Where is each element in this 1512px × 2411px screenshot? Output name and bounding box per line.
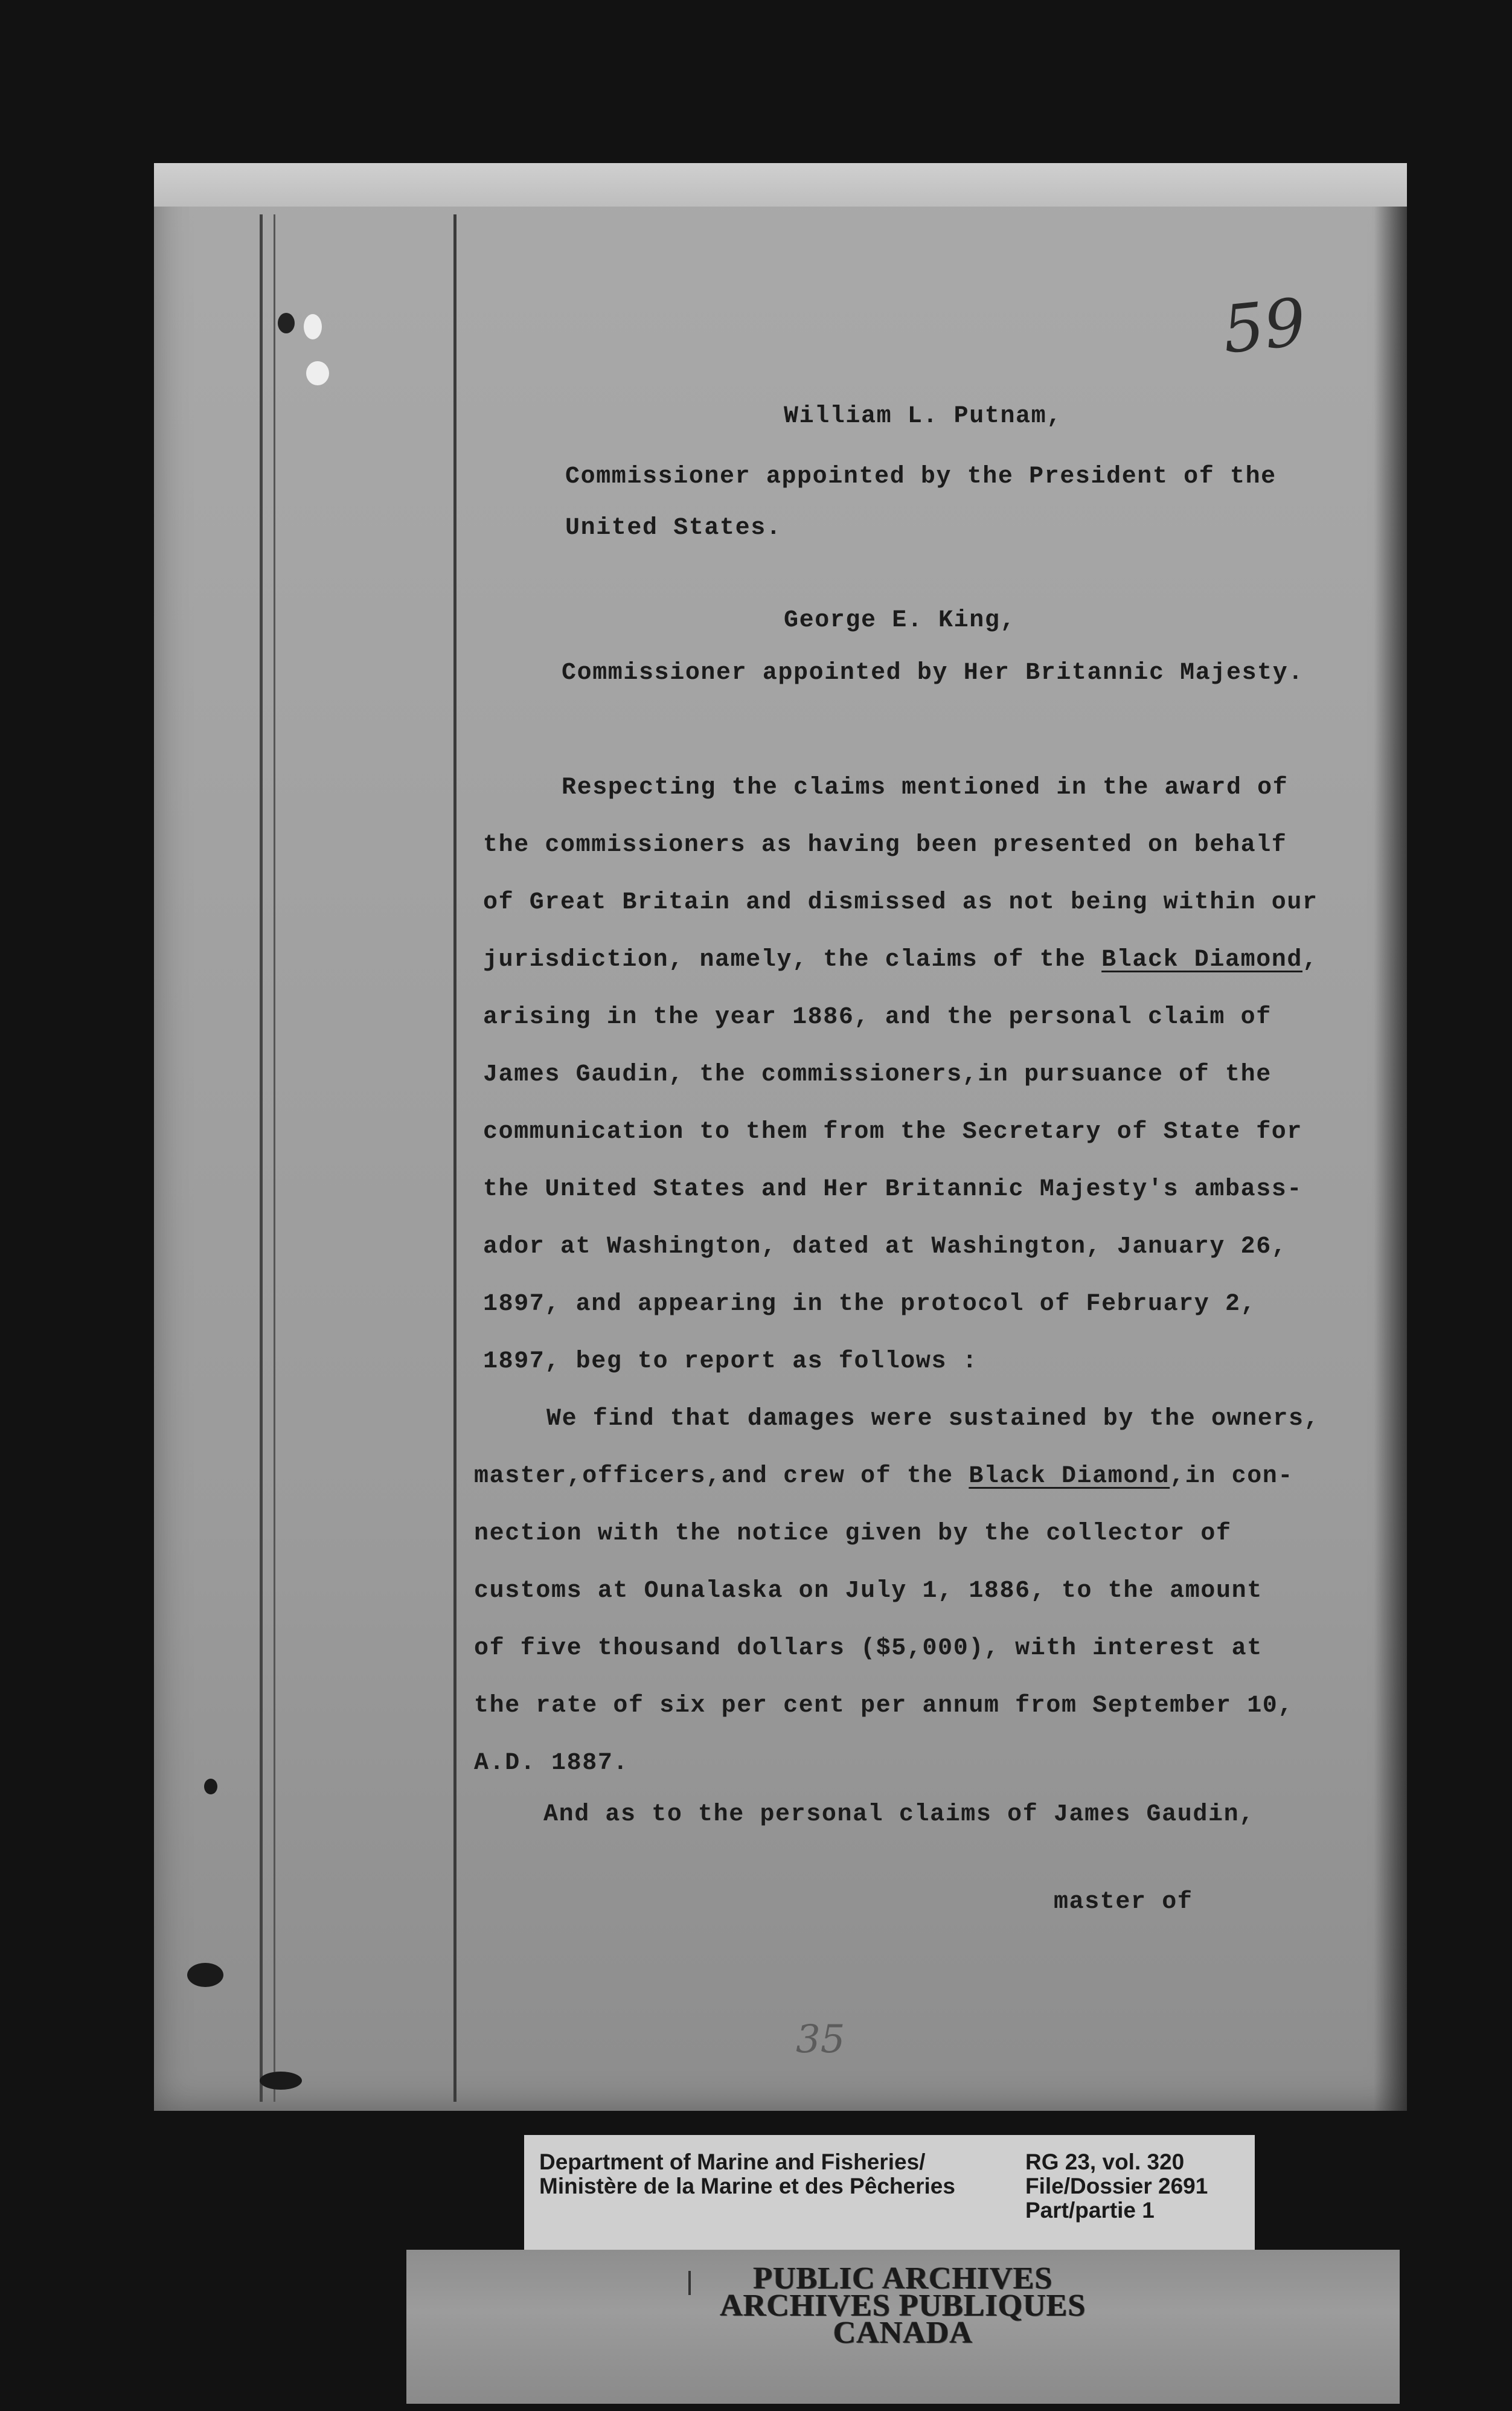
body-line: 1897, and appearing in the protocol of February 2, xyxy=(483,1291,1257,1318)
stamp-line: ARCHIVES PUBLIQUES xyxy=(720,2288,1086,2323)
record-group: RG 23, vol. 320 xyxy=(1025,2149,1185,2174)
body-line: We find that damages were sustained by the owners, xyxy=(546,1405,1320,1433)
body-line: Respecting the claims mentioned in the award of xyxy=(562,774,1289,801)
signatory-2-title: Commissioner appointed by Her Britannic Majesty. xyxy=(562,660,1304,687)
body-line: master,officers,and crew of the Black Diamond,in con- xyxy=(474,1463,1294,1490)
punch-hole xyxy=(306,361,329,385)
pencil-annotation: 35 xyxy=(796,2017,845,2062)
ink-stain xyxy=(260,2072,302,2090)
body-line: communication to them from the Secretary of State for xyxy=(483,1119,1303,1146)
body-line: the commissioners as having been presented on behalf xyxy=(483,832,1287,859)
archive-label xyxy=(524,2135,1255,2262)
archive-stamp xyxy=(406,2250,1400,2404)
folio-number: 59 xyxy=(1219,284,1310,368)
signatory-2-name: George E. King, xyxy=(784,607,1016,634)
department-en: Department of Marine and Fisheries/ xyxy=(539,2149,926,2174)
body-line: of Great Britain and dismissed as not being within our xyxy=(483,889,1318,916)
punch-hole xyxy=(304,314,322,339)
file-number: File/Dossier 2691 xyxy=(1025,2174,1208,2198)
stamp-line: CANADA xyxy=(833,2316,973,2350)
body-line: of five thousand dollars ($5,000), with interest at xyxy=(474,1635,1263,1662)
body-line: the rate of six per cent per annum from September 10, xyxy=(474,1692,1294,1719)
signatory-1-title: Commissioner appointed by the President of the xyxy=(565,463,1277,490)
department-fr: Ministère de la Marine et des Pêcheries xyxy=(539,2174,955,2198)
body-line: 1897, beg to report as follows : xyxy=(483,1348,978,1375)
part-number: Part/partie 1 xyxy=(1025,2198,1155,2223)
body-line: James Gaudin, the commissioners,in pursuance of the xyxy=(483,1061,1272,1088)
archive-label-reference xyxy=(1025,2150,1208,2223)
body-line: jurisdiction, namely, the claims of the Black Diamond, xyxy=(483,946,1318,974)
margin-rule xyxy=(453,214,456,2102)
catchword: master of xyxy=(1054,1889,1193,1916)
ink-stain xyxy=(187,1963,223,1987)
body-line: arising in the year 1886, and the personal claim of xyxy=(483,1004,1272,1031)
vessel-name: Black Diamond xyxy=(1101,946,1303,974)
page-edge-shadow xyxy=(1374,207,1407,2111)
signatory-1-title: United States. xyxy=(565,515,782,542)
ink-stain xyxy=(204,1779,217,1794)
body-line: And as to the personal claims of James Gaudin, xyxy=(543,1801,1255,1828)
punch-hole xyxy=(278,313,295,333)
body-line: A.D. 1887. xyxy=(474,1750,629,1777)
archive-label-department xyxy=(539,2150,955,2198)
body-line: customs at Ounalaska on July 1, 1886, to the amount xyxy=(474,1578,1263,1605)
vessel-name: Black Diamond xyxy=(969,1463,1170,1490)
margin-rule xyxy=(260,214,263,2102)
stamp-line: PUBLIC ARCHIVES xyxy=(753,2261,1053,2296)
stamp-tick-mark xyxy=(688,2271,691,2295)
signatory-1-name: William L. Putnam, xyxy=(784,403,1062,430)
margin-rule xyxy=(274,214,275,2102)
body-line: the United States and Her Britannic Majesty's ambass- xyxy=(483,1176,1303,1203)
body-line: ador at Washington, dated at Washington, January 26, xyxy=(483,1233,1287,1260)
body-line: nection with the notice given by the collector of xyxy=(474,1520,1232,1547)
page-top-edge xyxy=(154,163,1407,207)
